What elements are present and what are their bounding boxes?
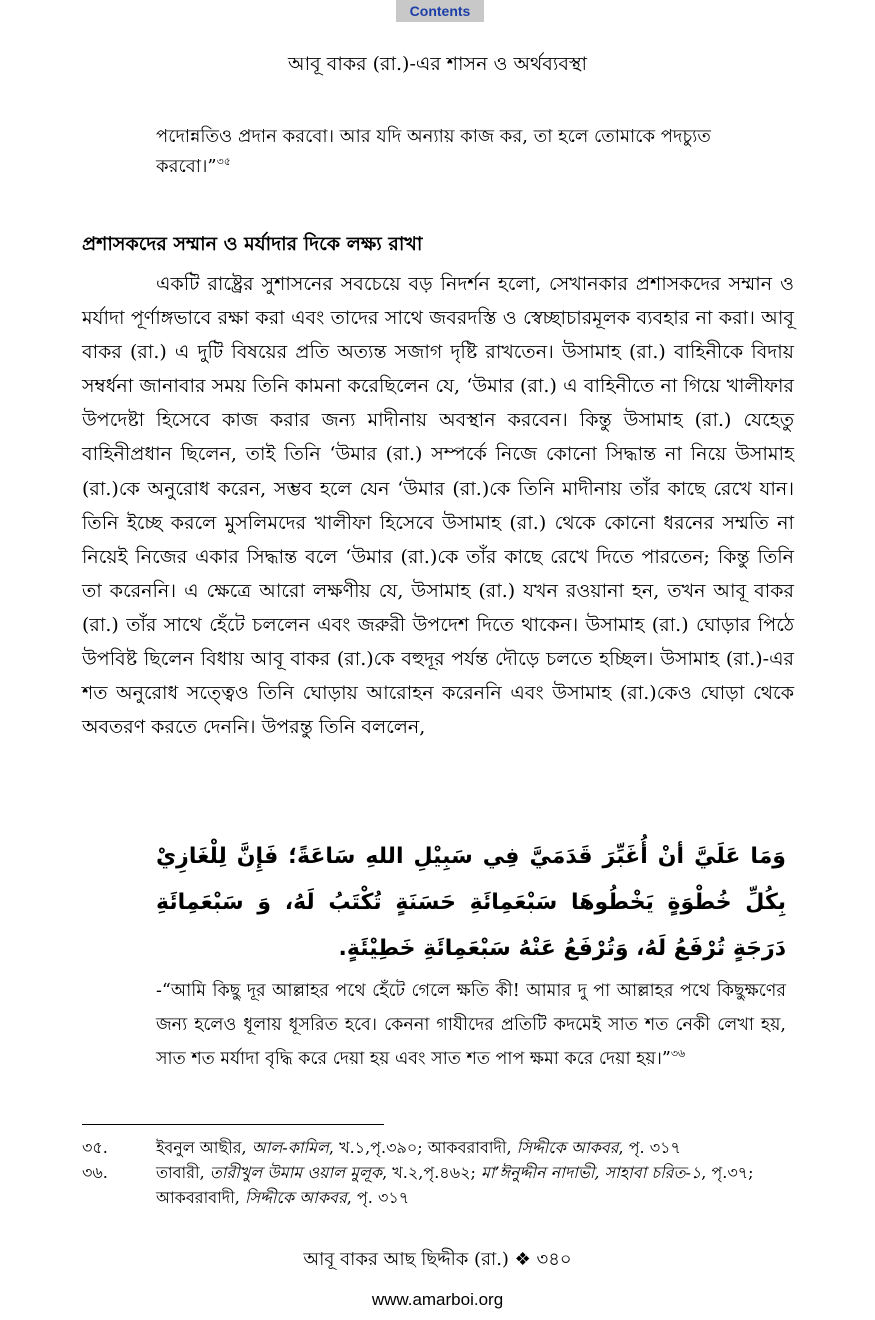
footnote-part: , পৃ. ৩১৭: [346, 1188, 410, 1207]
body-paragraph-text: একটি রাষ্ট্রের সুশাসনের সবচেয়ে বড় নিদর্শন হলো, সেখানকার প্রশাসকদের সম্মান ও মর্যাদা পূর্ণাঙ্গভাবে রক্ষা করা এবং তাদের সাথে জবরদস্তি ও স্বেচ্ছাচারমূলক ব্যবহার না করা। আবূ বাকর (রা.) এ দুটি বিষয়ের প্রতি অত্যন্ত সজাগ দৃষ্টি রাখতেন। উসামাহ (রা.) বাহিনীকে বিদায় সম্বর্ধনা জানাবার সময় তিনি কামনা করেছিলেন যে, ‘উমার (রা.) এ বাহিনীতে না গিয়ে খালীফার উপদেষ্টা হিসেবে কাজ করার জন্য মাদীনায় অবস্থান করবেন। কিন্তু উসামাহ (রা.) যেহেতু বাহিনীপ্রধান ছিলেন, তাই তিনি ‘উমার (রা.) সম্পর্কে নিজে কোনো সিদ্ধান্ত না নিয়ে উসামাহ (রা.)কে অনুরোধ করেন, সম্ভব হলে যেন ‘উমার (রা.)কে তিনি মাদীনায় তাঁর কাছে রেখে যান। তিনি ইচ্ছে করলে মুসলিমদের খালীফা হিসেবে উসামাহ (রা.) থেকে কোনো ধরনের সম্মতি না নিয়েই নিজের একার সিদ্ধান্ত বলে ‘উমার (রা.)কে তাঁর কাছে রেখে দিতে পারতেন; কিন্তু তিনি তা করেননি। এ ক্ষেত্রে আরো লক্ষণীয় যে, উসামাহ (রা.) যখন রওয়ানা হন, তখন আবূ বাকর (রা.) তাঁর সাথে হেঁটে চললেন এবং জরুরী উপদেশ দিতে থাকেন। উসামাহ (রা.) ঘোড়ার পিঠে উপবিষ্ট ছিলেন বিধায় আবূ বাকর (রা.)কে বহুদূর পর্যন্ত দৌড়ে চলতে হচ্ছিল। উসামাহ (রা.)-এর শত অনুরোধ সত্ত্বেও তিনি ঘোড়ায় আরোহন করেননি এবং উসামাহ (রা.)কেও ঘোড়া থেকে অবতরণ করতে দেননি। উপরন্তু তিনি বললেন,: [82, 273, 794, 739]
body-paragraph: [82, 267, 794, 744]
footnote-divider: [82, 1124, 384, 1125]
footnote-text: [156, 1135, 794, 1160]
page-footer: আবূ বাকর আছ ছিদ্দীক (রা.) ❖ ৩৪০: [303, 1249, 572, 1270]
footnote-part: ইবনুল আছীর,: [156, 1138, 252, 1157]
translation-body: -“আমি কিছু দূর আল্লাহর পথে হেঁটে গেলে ক্ষতি কী! আমার দু পা আল্লাহর পথে কিছুক্ষণের জন্য হলেও ধূলায় ধূসরিত হবে। কেননা গাযীদের প্রতিটি কদমেই সাত শত নেকী লেখা হয়, সাত শত মর্যাদা বৃদ্ধি করে দেয়া হয় এবং সাত শত পাপ ক্ষমা করে দেয়া হয়।”: [156, 981, 786, 1069]
footnote-text: [156, 1160, 794, 1210]
arabic-quote: وَمَا عَلَيَّ أنْ أُغَبِّرَ قَدَمَيَّ فِي سَبِيْلِ اللهِ سَاعَةً؛ فَإِنَّ لِلْغَازِيْ بِكُلِّ خُطْوَةٍ يَخْطُوهَا سَبْعَمِائَةِ حَسَنَةٍ تُكْتَبُ لَهُ، وَ سَبْعَمِائَةِ دَرَجَةٍ تُرْفَعُ لَهُ، وَتُرْفَعُ عَنْهُ سَبْعَمِائَةِ خَطِيْئَةٍ.: [156, 844, 786, 961]
footnote-number: ৩৬.: [82, 1163, 108, 1182]
footnote-part: , খ.১,পৃ.৩৯০; আকবরাবাদী,: [328, 1138, 517, 1157]
continuation-text: [156, 122, 786, 182]
footnote-title: মা’ঈনুদ্দীন নাদাভী, সাহাবা চরিত-১: [480, 1163, 702, 1182]
footnote-title: আল-কামিল: [251, 1138, 329, 1157]
section-heading: প্রশাসকদের সম্মান ও মর্যাদার দিকে লক্ষ্য রাখা: [82, 233, 423, 255]
footnote-ref-36[interactable]: ৩৬: [670, 1047, 686, 1061]
quote-translation: [156, 974, 786, 1076]
footnote-ref-35[interactable]: ৩৫: [216, 155, 231, 168]
footnote-number: ৩৫.: [82, 1138, 108, 1157]
contents-button[interactable]: Contents: [396, 0, 484, 22]
footnote-title: সিদ্দীকে আকবর: [244, 1188, 347, 1207]
running-head: আবূ বাকর (রা.)-এর শাসন ও অর্থব্যবস্থা: [287, 53, 588, 75]
footnote-title: সিদ্দীকে আকবর: [516, 1138, 619, 1157]
footnote-part: , খ.২,পৃ.৪৬২;: [382, 1163, 481, 1182]
continuation-body: পদোন্নতিও প্রদান করবো। আর যদি অন্যায় কাজ কর, তা হলে তোমাকে পদচ্যুত করবো।”: [156, 126, 711, 177]
footnote-part: তাবারী,: [156, 1163, 210, 1182]
footnote-part: , পৃ.৩৭; আকবরাবাদী,: [156, 1163, 754, 1207]
footnote-title: তারীখুল উমাম ওয়াল মুলূক: [209, 1163, 383, 1182]
website-link[interactable]: www.amarboi.org: [371, 1290, 504, 1309]
footnote-part: , পৃ. ৩১৭: [618, 1138, 681, 1157]
